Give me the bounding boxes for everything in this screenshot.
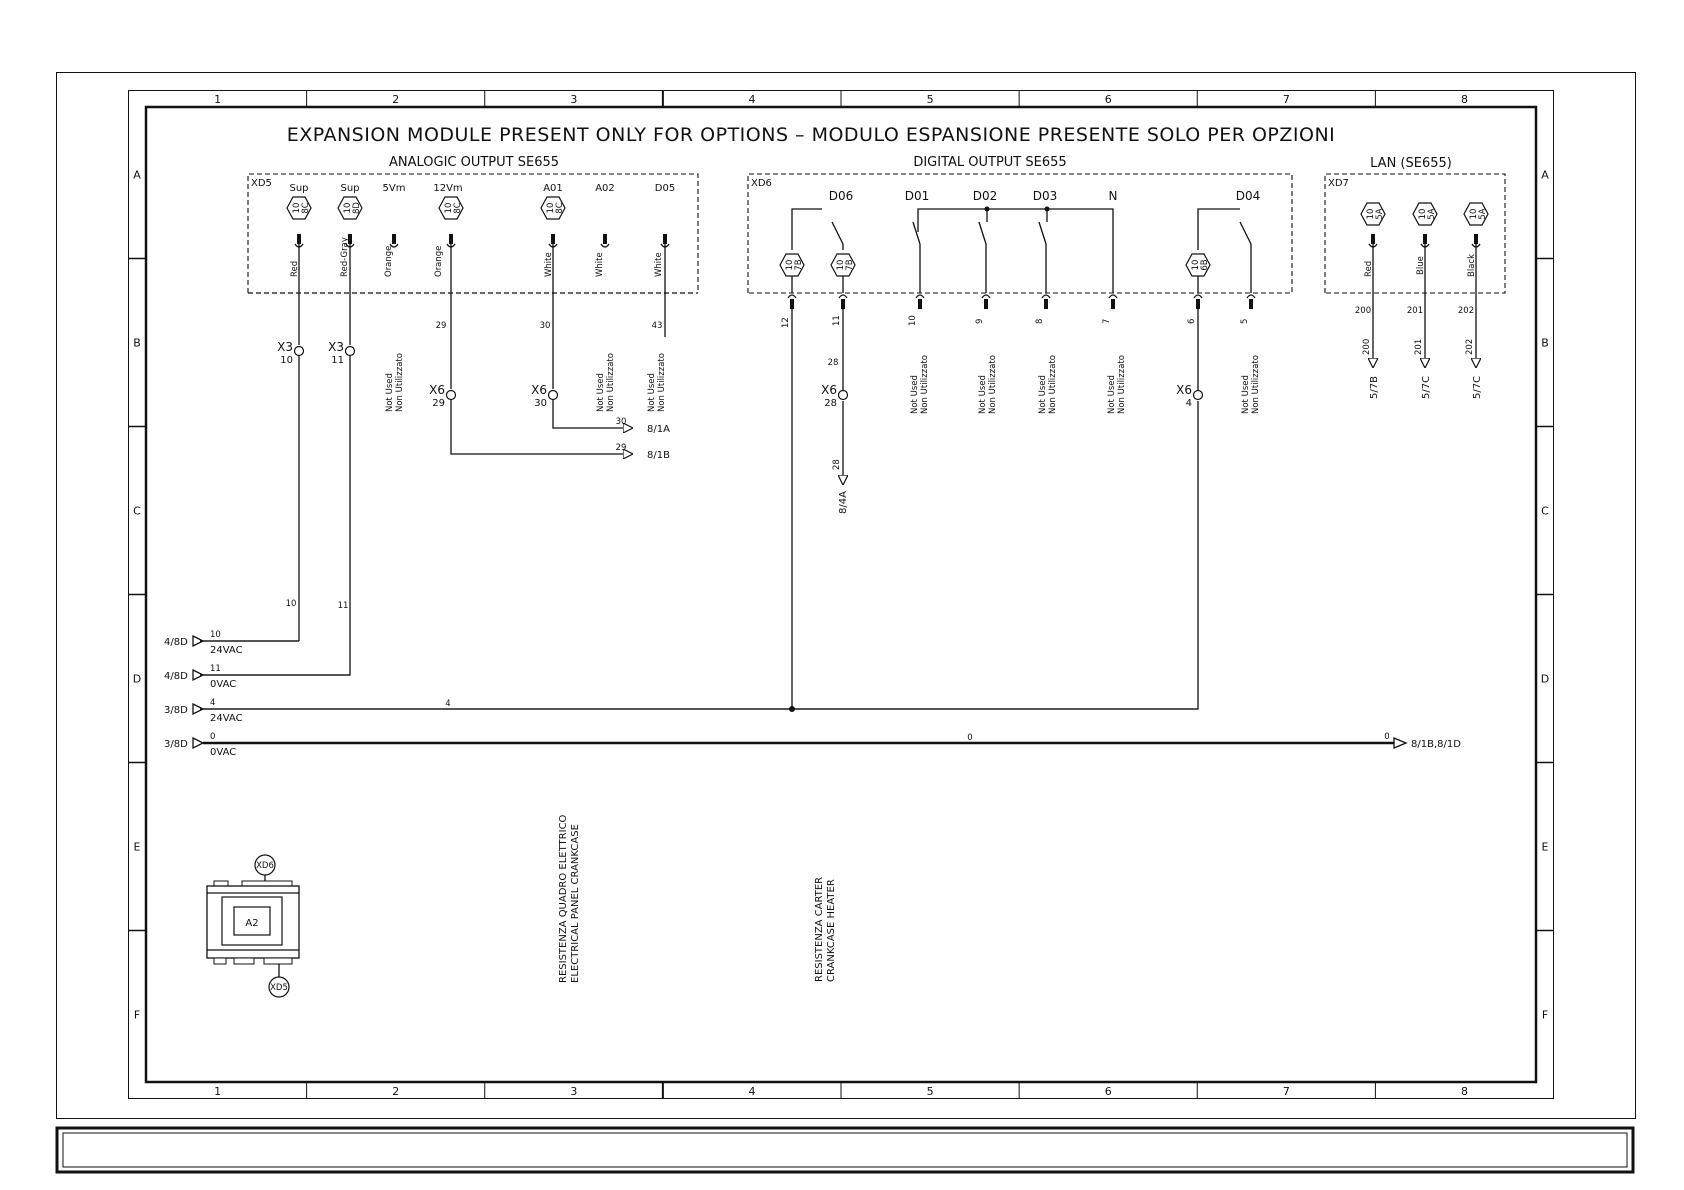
digital-label-d03: D03 xyxy=(1032,189,1058,203)
pin-9: 9 xyxy=(975,318,985,324)
d06-common xyxy=(792,209,822,250)
terminal-x6-28-num: 28 xyxy=(824,398,837,409)
offpage-8-4a: 8/4A xyxy=(838,491,849,514)
grid-col-bottom-2: 2 xyxy=(392,1085,400,1098)
not-used-d03-l1: Not Used xyxy=(1038,375,1048,414)
lan-section-title: LAN (SE655) xyxy=(1370,156,1452,171)
pin-11: 11 xyxy=(832,315,842,326)
terminal-x3-11-num: 11 xyxy=(331,355,344,366)
lan-ref-5-7c-1: 5/7C xyxy=(1421,375,1432,399)
fuse-lan-3-a: 10 xyxy=(1469,208,1479,220)
fuse-lan-1-b: 5A xyxy=(1375,208,1385,220)
fuse-a01-a: 10 xyxy=(546,202,556,214)
wire-11 xyxy=(200,356,350,675)
supply-1 xyxy=(164,630,243,656)
digital-pins xyxy=(788,295,1255,309)
not-used-d01-l1: Not Used xyxy=(910,375,920,414)
lan-color-red: Red xyxy=(1364,260,1374,277)
wire-label-30-b: 30 xyxy=(615,417,627,427)
grid-col-bottom-4: 4 xyxy=(748,1085,756,1098)
supply-4-ref: 3/8D xyxy=(164,739,188,750)
common-bus xyxy=(918,209,1113,250)
color-red-1: Red xyxy=(290,260,300,277)
analog-label-5vm: 5Vm xyxy=(382,183,406,194)
supply-1-wire: 10 xyxy=(210,630,221,640)
outer-frame xyxy=(57,73,1636,1119)
wire-label-0-b: 0 xyxy=(1384,732,1390,742)
supply-1-voltage: 24VAC xyxy=(210,645,243,656)
wire-label-43: 43 xyxy=(651,321,663,331)
not-used-d05-l2: Non Utilizzato xyxy=(657,353,667,412)
wire-label-29: 29 xyxy=(435,321,447,331)
fuse-sup-1-a: 10 xyxy=(292,202,302,214)
fuse-d2-a: 10 xyxy=(836,259,846,271)
fuse-symbol-lan-3 xyxy=(1464,203,1488,225)
fuse-d3-b: 6B xyxy=(1200,259,1210,271)
junction-d02 xyxy=(985,207,990,212)
pin-5: 5 xyxy=(1240,318,1250,324)
not-used-d04 xyxy=(1241,355,1261,414)
grid-col-top-3: 3 xyxy=(570,93,578,106)
terminal-x6-28-name: X6 xyxy=(821,383,837,397)
supply-2-voltage: 0VAC xyxy=(210,679,237,690)
lan-wire-label-200: 200 xyxy=(1354,306,1372,316)
not-used-d02-l2: Non Utilizzato xyxy=(988,355,998,414)
fuse-symbol-a01 xyxy=(541,197,565,219)
offpage-8-1b-8-1d: 8/1B,8/1D xyxy=(1411,739,1461,750)
terminal-x3-10-num: 10 xyxy=(280,355,293,366)
offpage-8-1a: 8/1A xyxy=(647,424,670,435)
note-panel-crankcase xyxy=(558,814,581,983)
offpage-8-1b: 8/1B xyxy=(647,450,670,461)
lan-color-blue: Blue xyxy=(1416,256,1426,275)
fuse-d1-a: 10 xyxy=(785,259,795,271)
grid-row-labels-right xyxy=(1536,169,1554,1022)
wire-label-0: 0 xyxy=(967,733,973,743)
terminal-x3-11 xyxy=(346,347,355,356)
d04-common xyxy=(1198,209,1240,250)
note-crankcase-heater xyxy=(814,877,837,982)
grid-col-bottom-7: 7 xyxy=(1282,1085,1290,1098)
supply-4 xyxy=(164,732,236,758)
analog-label-12vm: 12Vm xyxy=(433,183,463,194)
fuse-sup-2-a: 10 xyxy=(343,202,353,214)
terminal-x3-11-name: X3 xyxy=(328,340,344,354)
lan-wire-label-201: 201 xyxy=(1406,306,1424,316)
supply-1-ref: 4/8D xyxy=(164,637,188,648)
grid-col-top-2: 2 xyxy=(392,93,400,106)
lan-wire-label-202: 202 xyxy=(1457,306,1475,316)
grid-row-left-C: C xyxy=(133,504,141,518)
note-carter-l2: CRANKCASE HEATER xyxy=(826,879,837,982)
wire-label-30: 30 xyxy=(539,321,551,331)
lan-wire-label-201-b: 201 xyxy=(1414,338,1424,355)
grid-col-top-8: 8 xyxy=(1460,93,1468,106)
not-used-a02-l1: Not Used xyxy=(596,373,606,412)
not-used-5vm-l1: Not Used xyxy=(385,373,395,412)
wire-label-28-b: 28 xyxy=(832,459,842,470)
not-used-d05-l1: Not Used xyxy=(647,373,657,412)
pin-7: 7 xyxy=(1102,318,1112,324)
fuse-symbol-12vm xyxy=(439,197,463,219)
terminal-x6-29-num: 29 xyxy=(432,398,445,409)
grid-col-bottom-6: 6 xyxy=(1104,1085,1112,1098)
grid-row-right-F: F xyxy=(1541,1008,1549,1022)
pin-12: 12 xyxy=(781,317,791,328)
grid-row-right-A: A xyxy=(1541,168,1549,182)
not-used-d02-l1: Not Used xyxy=(978,375,988,414)
fuse-sup-1-b: 8C xyxy=(301,202,311,214)
grid-row-right-B: B xyxy=(1541,336,1549,350)
wire-label-4: 4 xyxy=(445,699,451,709)
supply-3-voltage: 24VAC xyxy=(210,713,243,724)
pin-10: 10 xyxy=(908,315,918,326)
grid-col-top-5: 5 xyxy=(926,93,934,106)
grid-col-bottom-1: 1 xyxy=(214,1085,222,1098)
grid-row-right-D: D xyxy=(1540,672,1550,686)
not-used-5vm-l2: Non Utilizzato xyxy=(395,353,405,412)
pin-6: 6 xyxy=(1187,318,1197,324)
lan-ref-5-7c-2: 5/7C xyxy=(1472,375,1483,399)
digital-label-d06: D06 xyxy=(828,189,854,203)
not-used-d05 xyxy=(647,353,667,412)
d02-contact xyxy=(979,222,986,244)
fuse-sup-2-b: 8D xyxy=(352,202,362,214)
module-a2 xyxy=(207,855,299,997)
drawing-border xyxy=(146,107,1536,1082)
title-block-inner xyxy=(63,1133,1627,1167)
fuse-symbol-d3 xyxy=(1186,254,1210,276)
not-used-d04-l2: Non Utilizzato xyxy=(1251,355,1261,414)
not-used-n-l2: Non Utilizzato xyxy=(1117,355,1127,414)
not-used-d01-l2: Non Utilizzato xyxy=(920,355,930,414)
fuse-a01-b: 8C xyxy=(555,202,565,214)
analog-label-d05: D05 xyxy=(654,183,676,194)
grid-column-labels-top xyxy=(214,91,1468,108)
grid-col-bottom-3: 3 xyxy=(570,1085,578,1098)
grid-row-left-B: B xyxy=(133,336,141,350)
color-orange-2: Orange xyxy=(434,245,444,277)
d04-contact xyxy=(1240,222,1251,244)
terminal-x6-29 xyxy=(447,391,456,400)
offpage-arrow-0 xyxy=(1394,738,1406,748)
sheet-title: EXPANSION MODULE PRESENT ONLY FOR OPTIONS – MODULO ESPANSIONE PRESENTE SOLO PER OPZIONI xyxy=(286,124,1336,146)
color-red-gray: Red-Gray xyxy=(340,237,350,277)
digital-label-d02: D02 xyxy=(972,189,998,203)
lan-ref-5-7b: 5/7B xyxy=(1369,376,1380,399)
terminal-x6-4 xyxy=(1194,391,1203,400)
d03-contact xyxy=(1039,222,1046,244)
digital-section-title: DIGITAL OUTPUT SE655 xyxy=(913,155,1067,170)
wire-label-29-b: 29 xyxy=(615,443,627,453)
module-a2-top-label: XD6 xyxy=(256,861,274,871)
not-used-d02 xyxy=(978,355,998,414)
lan-wire-label-202-b: 202 xyxy=(1465,338,1475,355)
analog-label-sup-2: Sup xyxy=(340,183,360,194)
grid-row-left-D: D xyxy=(132,672,142,686)
fuse-d2-b: 7B xyxy=(845,259,855,271)
not-used-d03 xyxy=(1038,355,1058,414)
color-white-1: White xyxy=(544,252,554,277)
note-panel-l1: RESISTENZA QUADRO ELETTRICO xyxy=(558,814,569,983)
module-a2-label: A2 xyxy=(245,918,259,929)
grid-row-labels-left xyxy=(129,169,147,1022)
grid-col-top-7: 7 xyxy=(1282,93,1290,106)
fuse-symbol-lan-1 xyxy=(1361,203,1385,225)
wire-label-10: 10 xyxy=(285,599,297,609)
supply-2-wire: 11 xyxy=(210,664,221,674)
lan-color-black: Black xyxy=(1467,254,1477,277)
grid-col-top-4: 4 xyxy=(748,93,756,106)
analog-section-title: ANALOGIC OUTPUT SE655 xyxy=(388,155,560,170)
fuse-lan-2-a: 10 xyxy=(1418,208,1428,220)
grid-row-left-E: E xyxy=(133,840,141,854)
not-used-a02 xyxy=(596,353,616,412)
color-orange-1: Orange xyxy=(384,245,394,277)
not-used-a02-l2: Non Utilizzato xyxy=(606,353,616,412)
lan-wire-label-200-b: 200 xyxy=(1362,338,1372,355)
terminal-x6-4-name: X6 xyxy=(1176,383,1192,397)
title-block-outer xyxy=(57,1128,1633,1172)
fuse-lan-3-b: 5A xyxy=(1478,208,1488,220)
grid-col-bottom-5: 5 xyxy=(926,1085,934,1098)
xd7-box xyxy=(1325,174,1505,293)
grid-col-bottom-8: 8 xyxy=(1460,1085,1468,1098)
not-used-5vm xyxy=(385,353,405,412)
terminal-x3-10-name: X3 xyxy=(277,340,293,354)
not-used-n xyxy=(1107,355,1127,414)
grid-row-right-E: E xyxy=(1541,840,1549,854)
fuse-symbol-lan-2 xyxy=(1413,203,1437,225)
xd5-label: XD5 xyxy=(251,178,272,189)
analog-pins xyxy=(295,234,669,247)
grid-row-left-A: A xyxy=(133,168,141,182)
analog-label-a01: A01 xyxy=(543,183,563,194)
analog-label-sup-1: Sup xyxy=(289,183,309,194)
fuse-symbol-sup-1 xyxy=(287,197,311,219)
not-used-d01 xyxy=(910,355,930,414)
color-white-2: White xyxy=(595,252,605,277)
terminal-x3-10 xyxy=(295,347,304,356)
digital-label-d01: D01 xyxy=(904,189,930,203)
junction-d03 xyxy=(1045,207,1050,212)
grid-row-left-F: F xyxy=(133,1008,141,1022)
d01-contact xyxy=(913,222,920,244)
wire-label-11: 11 xyxy=(337,601,349,611)
not-used-d04-l1: Not Used xyxy=(1241,375,1251,414)
supply-4-wire: 0 xyxy=(210,732,216,742)
terminal-x6-30-num: 30 xyxy=(534,398,547,409)
fuse-lan-1-a: 10 xyxy=(1366,208,1376,220)
note-carter-l1: RESISTENZA CARTER xyxy=(814,876,825,982)
wire-label-28: 28 xyxy=(827,358,839,368)
xd6-label: XD6 xyxy=(751,178,772,189)
analog-label-a02: A02 xyxy=(595,183,615,194)
fuse-d1-b: 7B xyxy=(794,259,804,271)
fuse-lan-2-b: 5A xyxy=(1427,208,1437,220)
xd7-label: XD7 xyxy=(1328,178,1349,189)
terminal-x6-4-num: 4 xyxy=(1185,398,1192,409)
terminal-x6-29-name: X6 xyxy=(429,383,445,397)
terminal-x6-28 xyxy=(839,391,848,400)
xd5-box xyxy=(248,174,698,293)
supply-3 xyxy=(164,698,243,724)
note-panel-l2: ELECTRICAL PANEL CRANKCASE xyxy=(570,824,581,983)
not-used-n-l1: Not Used xyxy=(1107,375,1117,414)
grid-col-top-6: 6 xyxy=(1104,93,1112,106)
supply-2 xyxy=(164,664,236,690)
terminal-x6-30 xyxy=(549,391,558,400)
digital-label-d04: D04 xyxy=(1235,189,1261,203)
terminal-x6-30-name: X6 xyxy=(531,383,547,397)
supply-2-ref: 4/8D xyxy=(164,671,188,682)
pin-8: 8 xyxy=(1035,318,1045,324)
grid-row-right-C: C xyxy=(1541,504,1549,518)
fuse-symbol-d2 xyxy=(831,254,855,276)
fuse-d3-a: 10 xyxy=(1191,259,1201,271)
color-white-3: White xyxy=(654,252,664,277)
supply-3-ref: 3/8D xyxy=(164,705,188,716)
supply-4-voltage: 0VAC xyxy=(210,747,237,758)
grid-col-top-1: 1 xyxy=(214,93,222,106)
not-used-d03-l2: Non Utilizzato xyxy=(1048,355,1058,414)
fuse-12vm-a: 10 xyxy=(444,202,454,214)
digital-label-n: N xyxy=(1108,189,1118,203)
fuse-symbol-sup-2 xyxy=(338,197,362,219)
grid-column-labels-bottom xyxy=(214,1082,1468,1099)
supply-3-wire: 4 xyxy=(210,698,216,708)
fuse-symbol-d1 xyxy=(780,254,804,276)
fuse-12vm-b: 8C xyxy=(453,202,463,214)
d06-contact xyxy=(832,222,843,244)
module-a2-bottom-label: XD5 xyxy=(270,983,288,993)
